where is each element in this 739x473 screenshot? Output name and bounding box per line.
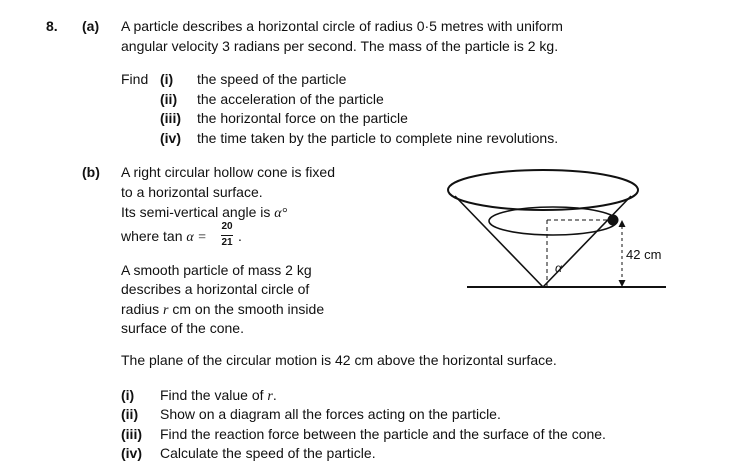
para-line4: surface of the cone. [121,320,244,336]
plane-text: The plane of the circular motion is 42 cm above the horizontal surface. [121,352,557,368]
particle [608,215,619,226]
part-b-item-num: (ii) [121,406,139,422]
alpha-equals: α = [186,230,207,245]
r-symbol: r [163,303,169,318]
para-line2: describes a horizontal circle of [121,281,310,297]
part-b-line3 [121,204,287,222]
part-b-item-num: (i) [121,387,135,403]
fraction-denominator: 21 [221,237,233,248]
height-arrow-down [619,280,626,287]
r-symbol: r [267,389,273,404]
find-label: Find [121,71,149,87]
part-b-item-text: Find the reaction force between the particle and the surface of the cone. [160,426,606,442]
part-b-line2: to a horizontal surface. [121,184,263,200]
height-arrow-up [619,220,626,227]
part-a-item-num: (ii) [160,91,178,107]
where-tan-line [121,228,207,246]
part-b-item-text: Show on a diagram all the forces acting on the particle. [160,406,501,422]
part-a-item-num: (iii) [160,110,181,126]
part-a-intro-line2: angular velocity 3 radians per second. The mass of the particle is 2 kg. [121,38,559,54]
part-b-item-text [160,387,277,405]
cone-rim [448,170,638,210]
part-a-item-num: (iv) [160,130,181,146]
part-b-label: (b) [82,164,100,180]
part-a-item-text: the acceleration of the particle [197,91,384,107]
part-a-intro-line1: A particle describes a horizontal circle of radius 0·5 metres with uniform [121,18,563,34]
part-a-item-text: the time taken by the particle to complete nine revolutions. [197,130,559,146]
part-b-item-text-post: . [272,387,277,403]
angle-label: α [555,261,562,275]
para-line3-pre: radius [121,301,164,317]
part-a-label: (a) [82,18,100,34]
part-a-item-text: the speed of the particle [197,71,347,87]
para-line3-post: cm on the smooth inside [168,301,325,317]
part-b-line1: A right circular hollow cone is fixed [121,164,335,180]
fraction-bar [221,235,233,236]
para-line3 [121,301,324,319]
part-b-item-num: (iii) [121,426,142,442]
motion-circle [489,207,617,235]
fraction-numerator: 20 [221,221,233,232]
part-a-item-text: the horizontal force on the particle [197,110,408,126]
where-text: where tan [121,228,187,244]
question-number: 8. [46,18,58,34]
para-line1: A smooth particle of mass 2 kg [121,262,312,278]
part-b-item-text: Calculate the speed of the particle. [160,445,376,461]
part-b-item-num: (iv) [121,445,142,461]
part-b-item-text-pre: Find the value of [160,387,268,403]
height-label: 42 cm [626,247,662,262]
cone-diagram [440,160,680,300]
part-a-item-num: (i) [160,71,174,87]
part-b-line3-text: Its semi-vertical angle is [121,204,275,220]
alpha-symbol: α° [274,206,288,221]
fraction-period: . [238,228,242,244]
